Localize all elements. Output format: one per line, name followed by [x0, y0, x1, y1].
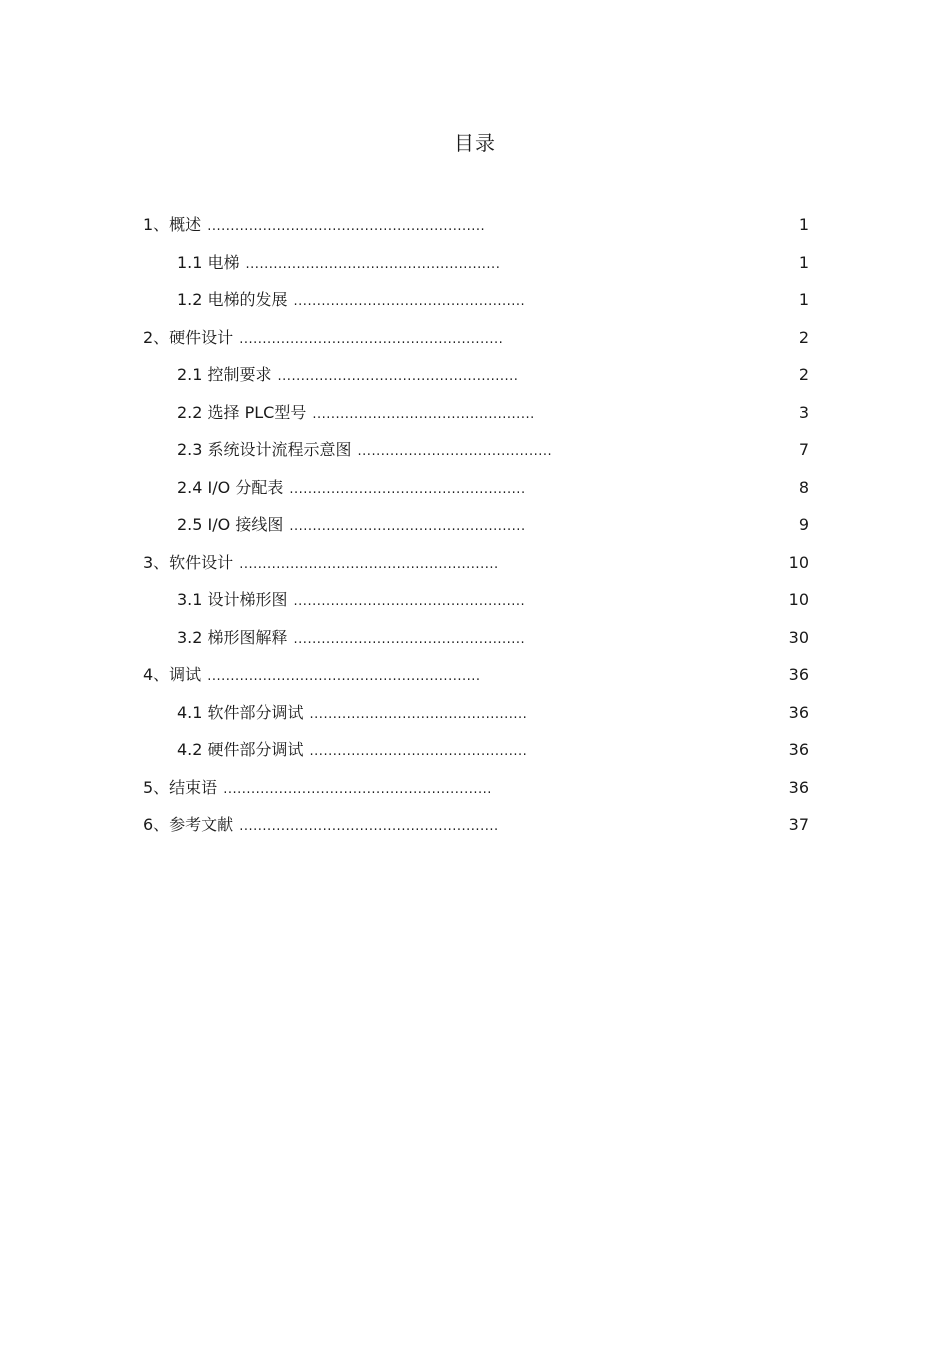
- toc-dot-leader: ...........................................................: [207, 669, 481, 684]
- toc-page-number: 10: [788, 552, 809, 572]
- toc-title: 目录: [454, 131, 496, 155]
- toc-page-number: 10: [788, 590, 809, 609]
- toc-page-number: 2: [798, 327, 809, 347]
- toc-dot-leader: ................................................: [312, 406, 535, 422]
- toc-page-number: 7: [798, 440, 809, 459]
- toc-dot-leader: ..................................................: [293, 631, 526, 647]
- table-of-contents: [143, 206, 809, 844]
- toc-entry-4-1[interactable]: [143, 694, 809, 732]
- toc-entry-1[interactable]: [143, 206, 809, 244]
- toc-dot-leader: ..........................................: [357, 444, 553, 459]
- toc-dot-leader: .......................................................: [245, 256, 501, 272]
- toc-dot-leader: ..................................................: [293, 594, 526, 609]
- toc-dot-leader: ...................................................: [289, 481, 526, 497]
- toc-page-number: 36: [788, 665, 809, 684]
- toc-entry-label: 6、参考文献: [143, 815, 234, 834]
- toc-entry-label: 3.2 梯形图解释: [177, 627, 288, 647]
- toc-page-number: 1: [798, 215, 809, 234]
- toc-entry-2-4[interactable]: [143, 469, 809, 507]
- toc-dot-leader: ........................................................: [239, 556, 499, 572]
- toc-entry-3[interactable]: [143, 544, 809, 582]
- toc-entry-4[interactable]: [143, 656, 809, 694]
- toc-dot-leader: .........................................................: [239, 331, 504, 347]
- toc-entry-label: 1.1 电梯: [177, 252, 240, 272]
- toc-entry-2[interactable]: [143, 319, 809, 357]
- toc-entry-2-1[interactable]: [143, 356, 809, 394]
- toc-entry-label: 3、软件设计: [143, 552, 234, 572]
- toc-dot-leader: ...................................................: [289, 519, 526, 534]
- toc-page-number: 9: [798, 515, 809, 534]
- toc-page-number: 36: [788, 777, 809, 797]
- toc-entry-label: 1.2 电梯的发展: [177, 290, 288, 309]
- toc-dot-leader: ..........................................................: [223, 781, 492, 797]
- toc-entry-label: 2.1 控制要求: [177, 365, 272, 384]
- toc-dot-leader: ....................................................: [277, 369, 519, 384]
- toc-entry-label: 2.4 I/O 分配表: [177, 477, 284, 497]
- toc-entry-1-1[interactable]: [143, 244, 809, 282]
- toc-entry-label: 2、硬件设计: [143, 327, 234, 347]
- toc-entry-3-1[interactable]: [143, 581, 809, 619]
- toc-entry-label: 4、调试: [143, 665, 202, 684]
- toc-entry-label: 1、概述: [143, 215, 202, 234]
- toc-entry-label: 2.2 选择 PLC型号: [177, 402, 307, 422]
- toc-dot-leader: ............................................................: [207, 219, 486, 234]
- toc-dot-leader: ..................................................: [293, 294, 526, 309]
- toc-page-number: 1: [798, 290, 809, 309]
- toc-page-number: 30: [788, 627, 809, 647]
- toc-entry-2-3[interactable]: [143, 431, 809, 469]
- toc-entry-2-5[interactable]: [143, 506, 809, 544]
- toc-entry-label: 2.3 系统设计流程示意图: [177, 440, 352, 459]
- toc-entry-5[interactable]: [143, 769, 809, 807]
- toc-dot-leader: ...............................................: [309, 744, 528, 759]
- toc-page-number: 37: [788, 815, 809, 834]
- toc-entry-2-2[interactable]: [143, 394, 809, 432]
- toc-page-number: 2: [798, 365, 809, 384]
- toc-entry-label: 5、结束语: [143, 777, 218, 797]
- toc-page-number: 36: [788, 740, 809, 759]
- toc-page-number: 1: [798, 252, 809, 272]
- toc-entry-6[interactable]: [143, 806, 809, 844]
- toc-entry-label: 3.1 设计梯形图: [177, 590, 288, 609]
- toc-entry-label: 4.1 软件部分调试: [177, 702, 304, 722]
- toc-dot-leader: ...............................................: [309, 706, 528, 722]
- toc-entry-3-2[interactable]: [143, 619, 809, 657]
- toc-dot-leader: ........................................................: [239, 819, 499, 834]
- toc-entry-label: 4.2 硬件部分调试: [177, 740, 304, 759]
- toc-entry-1-2[interactable]: [143, 281, 809, 319]
- toc-page-number: 3: [798, 402, 809, 422]
- toc-entry-label: 2.5 I/O 接线图: [177, 515, 284, 534]
- toc-page-number: 36: [788, 702, 809, 722]
- toc-entry-4-2[interactable]: [143, 731, 809, 769]
- toc-page-number: 8: [798, 477, 809, 497]
